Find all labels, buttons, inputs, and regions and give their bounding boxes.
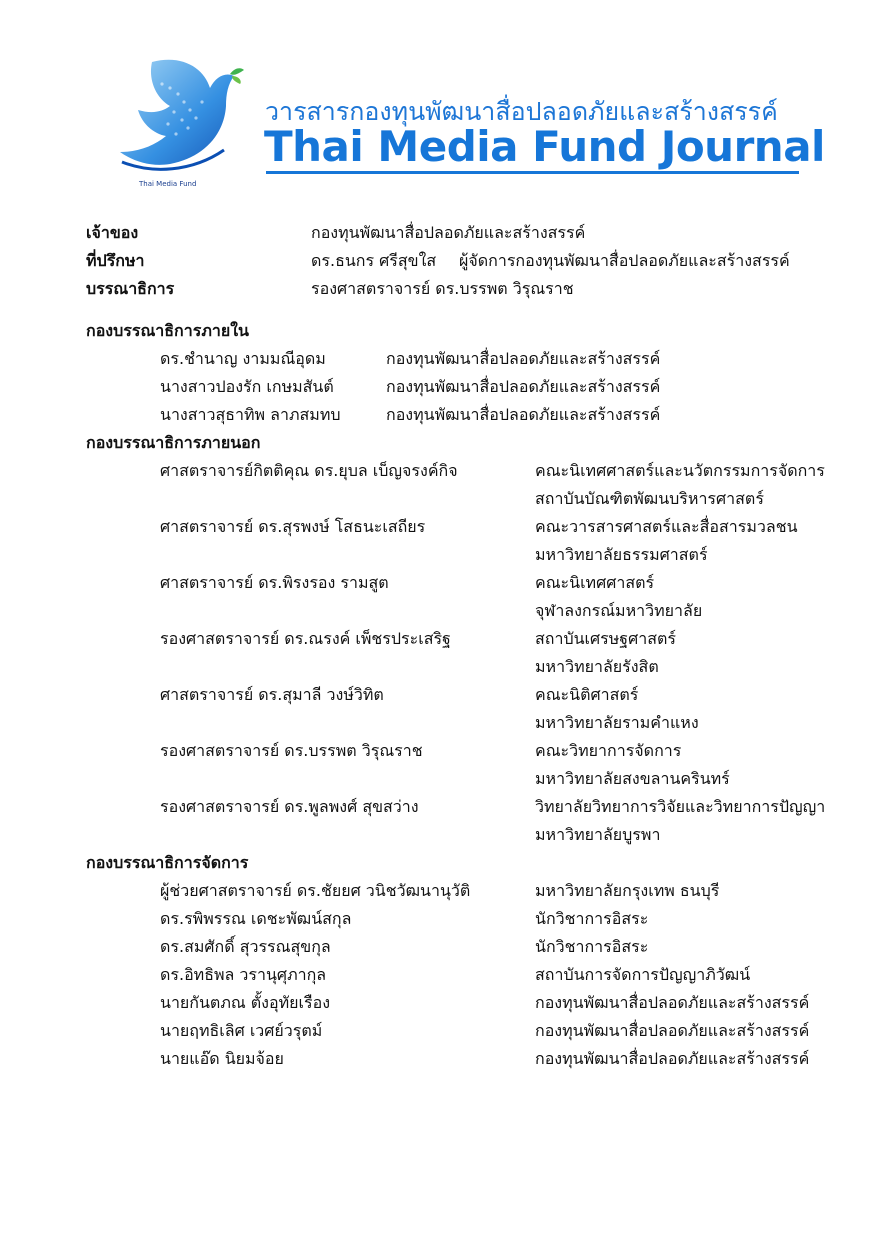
- external-member-name: ศาสตราจารย์ ดร.สุมาลี วงษ์วิทิต: [160, 685, 384, 704]
- external-member-name: ศาสตราจารย์กิตติคุณ ดร.ยุบล เบ็ญจรงค์กิจ: [160, 461, 458, 480]
- internal-member-name: นางสาวสุธาทิพ ลาภสมทบ: [160, 405, 341, 424]
- external-member-org: วิทยาลัยวิทยาการวิจัยและวิทยาการปัญญา: [535, 797, 826, 816]
- external-member-org: คณะนิเทศศาสตร์และนวัตกรรมการจัดการ: [535, 461, 825, 480]
- external-member-institution: จุฬาลงกรณ์มหาวิทยาลัย: [535, 601, 703, 620]
- editor-label: บรรณาธิการ: [86, 279, 175, 298]
- external-member-institution: มหาวิทยาลัยธรรมศาสตร์: [535, 545, 708, 564]
- external-member-org: คณะนิเทศศาสตร์: [535, 573, 655, 592]
- management-member-name: นายกันตภณ ตั้งอุทัยเรือง: [160, 993, 331, 1012]
- management-member-org: กองทุนพัฒนาสื่อปลอดภัยและสร้างสรรค์: [535, 1021, 810, 1040]
- journal-title-thai: วารสารกองทุนพัฒนาสื่อปลอดภัยและสร้างสรรค์: [265, 97, 778, 126]
- advisor-position: ผู้จัดการกองทุนพัฒนาสื่อปลอดภัยและสร้างสรรค์: [459, 251, 790, 270]
- advisor-name: ดร.ธนกร ศรีสุขใส: [311, 251, 437, 270]
- external-member-org: คณะวารสารศาสตร์และสื่อสารมวลชน: [535, 517, 798, 536]
- management-member-name: ผู้ช่วยศาสตราจารย์ ดร.ชัยยศ วนิชวัฒนานุวัติ: [160, 881, 471, 900]
- internal-member-org: กองทุนพัฒนาสื่อปลอดภัยและสร้างสรรค์: [386, 349, 661, 368]
- external-member-org: คณะวิทยาการจัดการ: [535, 741, 682, 760]
- external-member-org: คณะนิติศาสตร์: [535, 685, 639, 704]
- management-member-org: นักวิชาการอิสระ: [535, 937, 649, 956]
- management-member-name: นายแอ๊ด นิยมจ้อย: [160, 1049, 284, 1068]
- thai-media-fund-logo: [112, 54, 254, 192]
- management-board-heading: กองบรรณาธิการจัดการ: [86, 853, 249, 872]
- external-member-name: รองศาสตราจารย์ ดร.ณรงค์ เพ็ชรประเสริฐ: [160, 629, 451, 648]
- management-member-name: นายฤทธิเลิศ เวศย์วรุตม์: [160, 1021, 323, 1040]
- management-member-org: กองทุนพัฒนาสื่อปลอดภัยและสร้างสรรค์: [535, 1049, 810, 1068]
- external-member-institution: มหาวิทยาลัยสงขลานครินทร์: [535, 769, 730, 788]
- title-underline: [266, 171, 799, 174]
- external-member-name: รองศาสตราจารย์ ดร.บรรพต วิรุณราช: [160, 741, 423, 760]
- journal-title-english: Thai Media Fund Journal: [264, 122, 825, 171]
- external-member-institution: มหาวิทยาลัยรามคำแหง: [535, 713, 699, 732]
- owner-value: กองทุนพัฒนาสื่อปลอดภัยและสร้างสรรค์: [311, 223, 586, 242]
- external-member-org: สถาบันเศรษฐศาสตร์: [535, 629, 677, 648]
- advisor-label: ที่ปรึกษา: [86, 251, 145, 270]
- management-member-name: ดร.รพิพรรณ เดชะพัฒน์สกุล: [160, 909, 352, 928]
- external-member-institution: สถาบันบัณฑิตพัฒนบริหารศาสตร์: [535, 489, 764, 508]
- external-member-name: ศาสตราจารย์ ดร.พิรงรอง รามสูต: [160, 573, 389, 592]
- management-member-org: กองทุนพัฒนาสื่อปลอดภัยและสร้างสรรค์: [535, 993, 810, 1012]
- external-member-name: รองศาสตราจารย์ ดร.พูลพงศ์ สุขสว่าง: [160, 797, 419, 816]
- external-member-institution: มหาวิทยาลัยบูรพา: [535, 825, 661, 844]
- dove-icon: [112, 54, 254, 192]
- internal-board-heading: กองบรรณาธิการภายใน: [86, 321, 249, 340]
- logo-caption: Thai Media Fund: [139, 180, 197, 188]
- internal-member-org: กองทุนพัฒนาสื่อปลอดภัยและสร้างสรรค์: [386, 405, 661, 424]
- external-member-institution: มหาวิทยาลัยรังสิต: [535, 657, 659, 676]
- internal-member-name: ดร.ชำนาญ งามมณีอุดม: [160, 349, 326, 368]
- external-board-heading: กองบรรณาธิการภายนอก: [86, 433, 261, 452]
- management-member-org: สถาบันการจัดการปัญญาภิวัฒน์: [535, 965, 751, 984]
- management-member-org: มหาวิทยาลัยกรุงเทพ ธนบุรี: [535, 881, 720, 900]
- external-member-name: ศาสตราจารย์ ดร.สุรพงษ์ โสธนะเสถียร: [160, 517, 426, 536]
- editor-name: รองศาสตราจารย์ ดร.บรรพต วิรุณราช: [311, 279, 574, 298]
- internal-member-name: นางสาวปองรัก เกษมสันต์: [160, 377, 334, 396]
- owner-label: เจ้าของ: [86, 223, 139, 242]
- management-member-name: ดร.อิทธิพล วรานุศุภากุล: [160, 965, 327, 984]
- management-member-name: ดร.สมศักดิ์ สุวรรณสุขกุล: [160, 937, 331, 956]
- internal-member-org: กองทุนพัฒนาสื่อปลอดภัยและสร้างสรรค์: [386, 377, 661, 396]
- management-member-org: นักวิชาการอิสระ: [535, 909, 649, 928]
